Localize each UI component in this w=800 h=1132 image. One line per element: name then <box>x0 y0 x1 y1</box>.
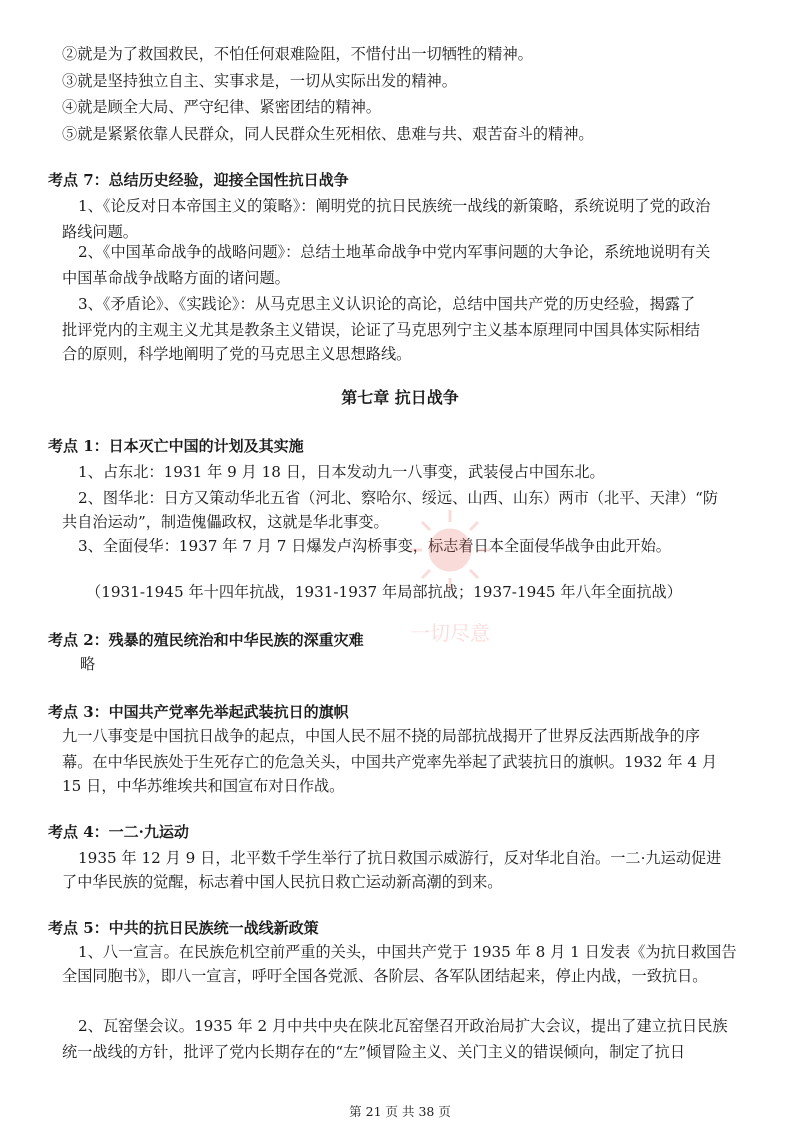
paragraph-line: 共自治运动”，制造傀儡政权，这就是华北事变。 <box>62 513 389 531</box>
paragraph-line: 合的原则，科学地阐明了党的马克思主义思想路线。 <box>62 345 412 363</box>
paragraph-line: 了中华民族的觉醒，标志着中国人民抗日救亡运动新高潮的到来。 <box>62 873 503 891</box>
watermark-logo <box>390 470 510 670</box>
section-heading: 考点 3：中国共产党率先举起武装抗日的旗帜 <box>48 703 349 721</box>
section-heading: 考点 4：一二·九运动 <box>48 823 189 841</box>
paragraph-line: 中国革命战争战略方面的诸问题。 <box>62 269 290 287</box>
paragraph-line: 15 日，中华苏维埃共和国宣布对日作战。 <box>62 777 345 795</box>
page-footer: 第 21 页 共 38 页 <box>349 1104 451 1119</box>
paragraph-line: 路线问题。 <box>62 223 138 241</box>
paragraph-line: 批评党内的主观主义尤其是教条主义错误，论证了马克思列宁主义基本原理同中国具体实际相结 <box>62 321 700 339</box>
paragraph-line: 2、图华北：日方又策动华北五省（河北、察哈尔、绥远、山西、山东）两市（北平、天津）“防 <box>78 489 719 507</box>
section-heading: 考点 1：日本灭亡中国的计划及其实施 <box>48 437 304 455</box>
paragraph-line: 略 <box>80 655 96 673</box>
chapter-title: 第七章 抗日战争 <box>341 388 459 407</box>
paragraph-line: 全国同胞书》，即八一宣言，呼吁全国各党派、各阶层、各军队团结起来，停止内战，一致抗日。 <box>62 967 708 985</box>
paragraph-line: 3、全面侵华：1937 年 7 月 7 日爆发卢沟桥事变，标志着日本全面侵华战争由此开始。 <box>78 537 671 555</box>
spirit-item-2: ②就是为了救国救民，不怕任何艰难险阻，不惜付出一切牺牲的精神。 <box>62 45 533 63</box>
watermark-text: 一切尽意 <box>410 621 490 645</box>
section-heading: 考点 7：总结历史经验，迎接全国性抗日战争 <box>48 171 349 189</box>
paragraph-line: 统一战线的方针，批评了党内长期存在的“左”倾冒险主义、关门主义的错误倾向，制定了抗日 <box>62 1043 686 1061</box>
spirit-item-5: ⑤就是紧紧依靠人民群众，同人民群众生死相依、患难与共、艰苦奋斗的精神。 <box>62 125 594 143</box>
paragraph-line: 九一八事变是中国抗日战争的起点，中国人民不屈不挠的局部抗战揭开了世界反法西斯战争的序 <box>62 727 700 745</box>
paragraph-line: 1、《论反对日本帝国主义的策略》：阐明党的抗日民族统一战线的新策略，系统说明了党的政治 <box>78 197 711 215</box>
paragraph-line: 2、《中国革命战争的战略问题》：总结土地革命战争中党内军事问题的大争论，系统地说明有关 <box>78 243 711 261</box>
paragraph-line: 3、《矛盾论》、《实践论》：从马克思主义认识论的高论，总结中国共产党的历史经验，揭露了 <box>78 295 696 313</box>
spirit-item-4: ④就是顾全大局、严守纪律、紧密团结的精神。 <box>62 98 381 116</box>
spirit-item-3: ③就是坚持独立自主、实事求是，一切从实际出发的精神。 <box>62 72 457 90</box>
section-heading: 考点 5：中共的抗日民族统一战线新政策 <box>48 919 319 937</box>
section-heading: 考点 2：残暴的殖民统治和中华民族的深重灾难 <box>48 631 364 649</box>
paragraph-line: 1、八一宣言。在民族危机空前严重的关头，中国共产党于 1935 年 8 月 1 日发表《为抗日救国告 <box>78 943 737 961</box>
paragraph-line: 1、占东北：1931 年 9 月 18 日，日本发动九一八事变，武装侵占中国东北。 <box>78 463 605 481</box>
paragraph-line: 幕。在中华民族处于生死存亡的危急关头，中国共产党率先举起了武装抗日的旗帜。1932 年 4 月 <box>62 753 718 771</box>
paragraph-line: 2、瓦窑堡会议。1935 年 2 月中共中央在陕北瓦窑堡召开政治局扩大会议，提出了建立抗日民族 <box>78 1017 728 1035</box>
note-line: （1931-1945 年十四年抗战，1931-1937 年局部抗战；1937-1945 年八年全面抗战） <box>86 583 682 601</box>
paragraph-line: 1935 年 12 月 9 日，北平数千学生举行了抗日救国示威游行，反对华北自治。一二·九运动促进 <box>78 849 722 867</box>
